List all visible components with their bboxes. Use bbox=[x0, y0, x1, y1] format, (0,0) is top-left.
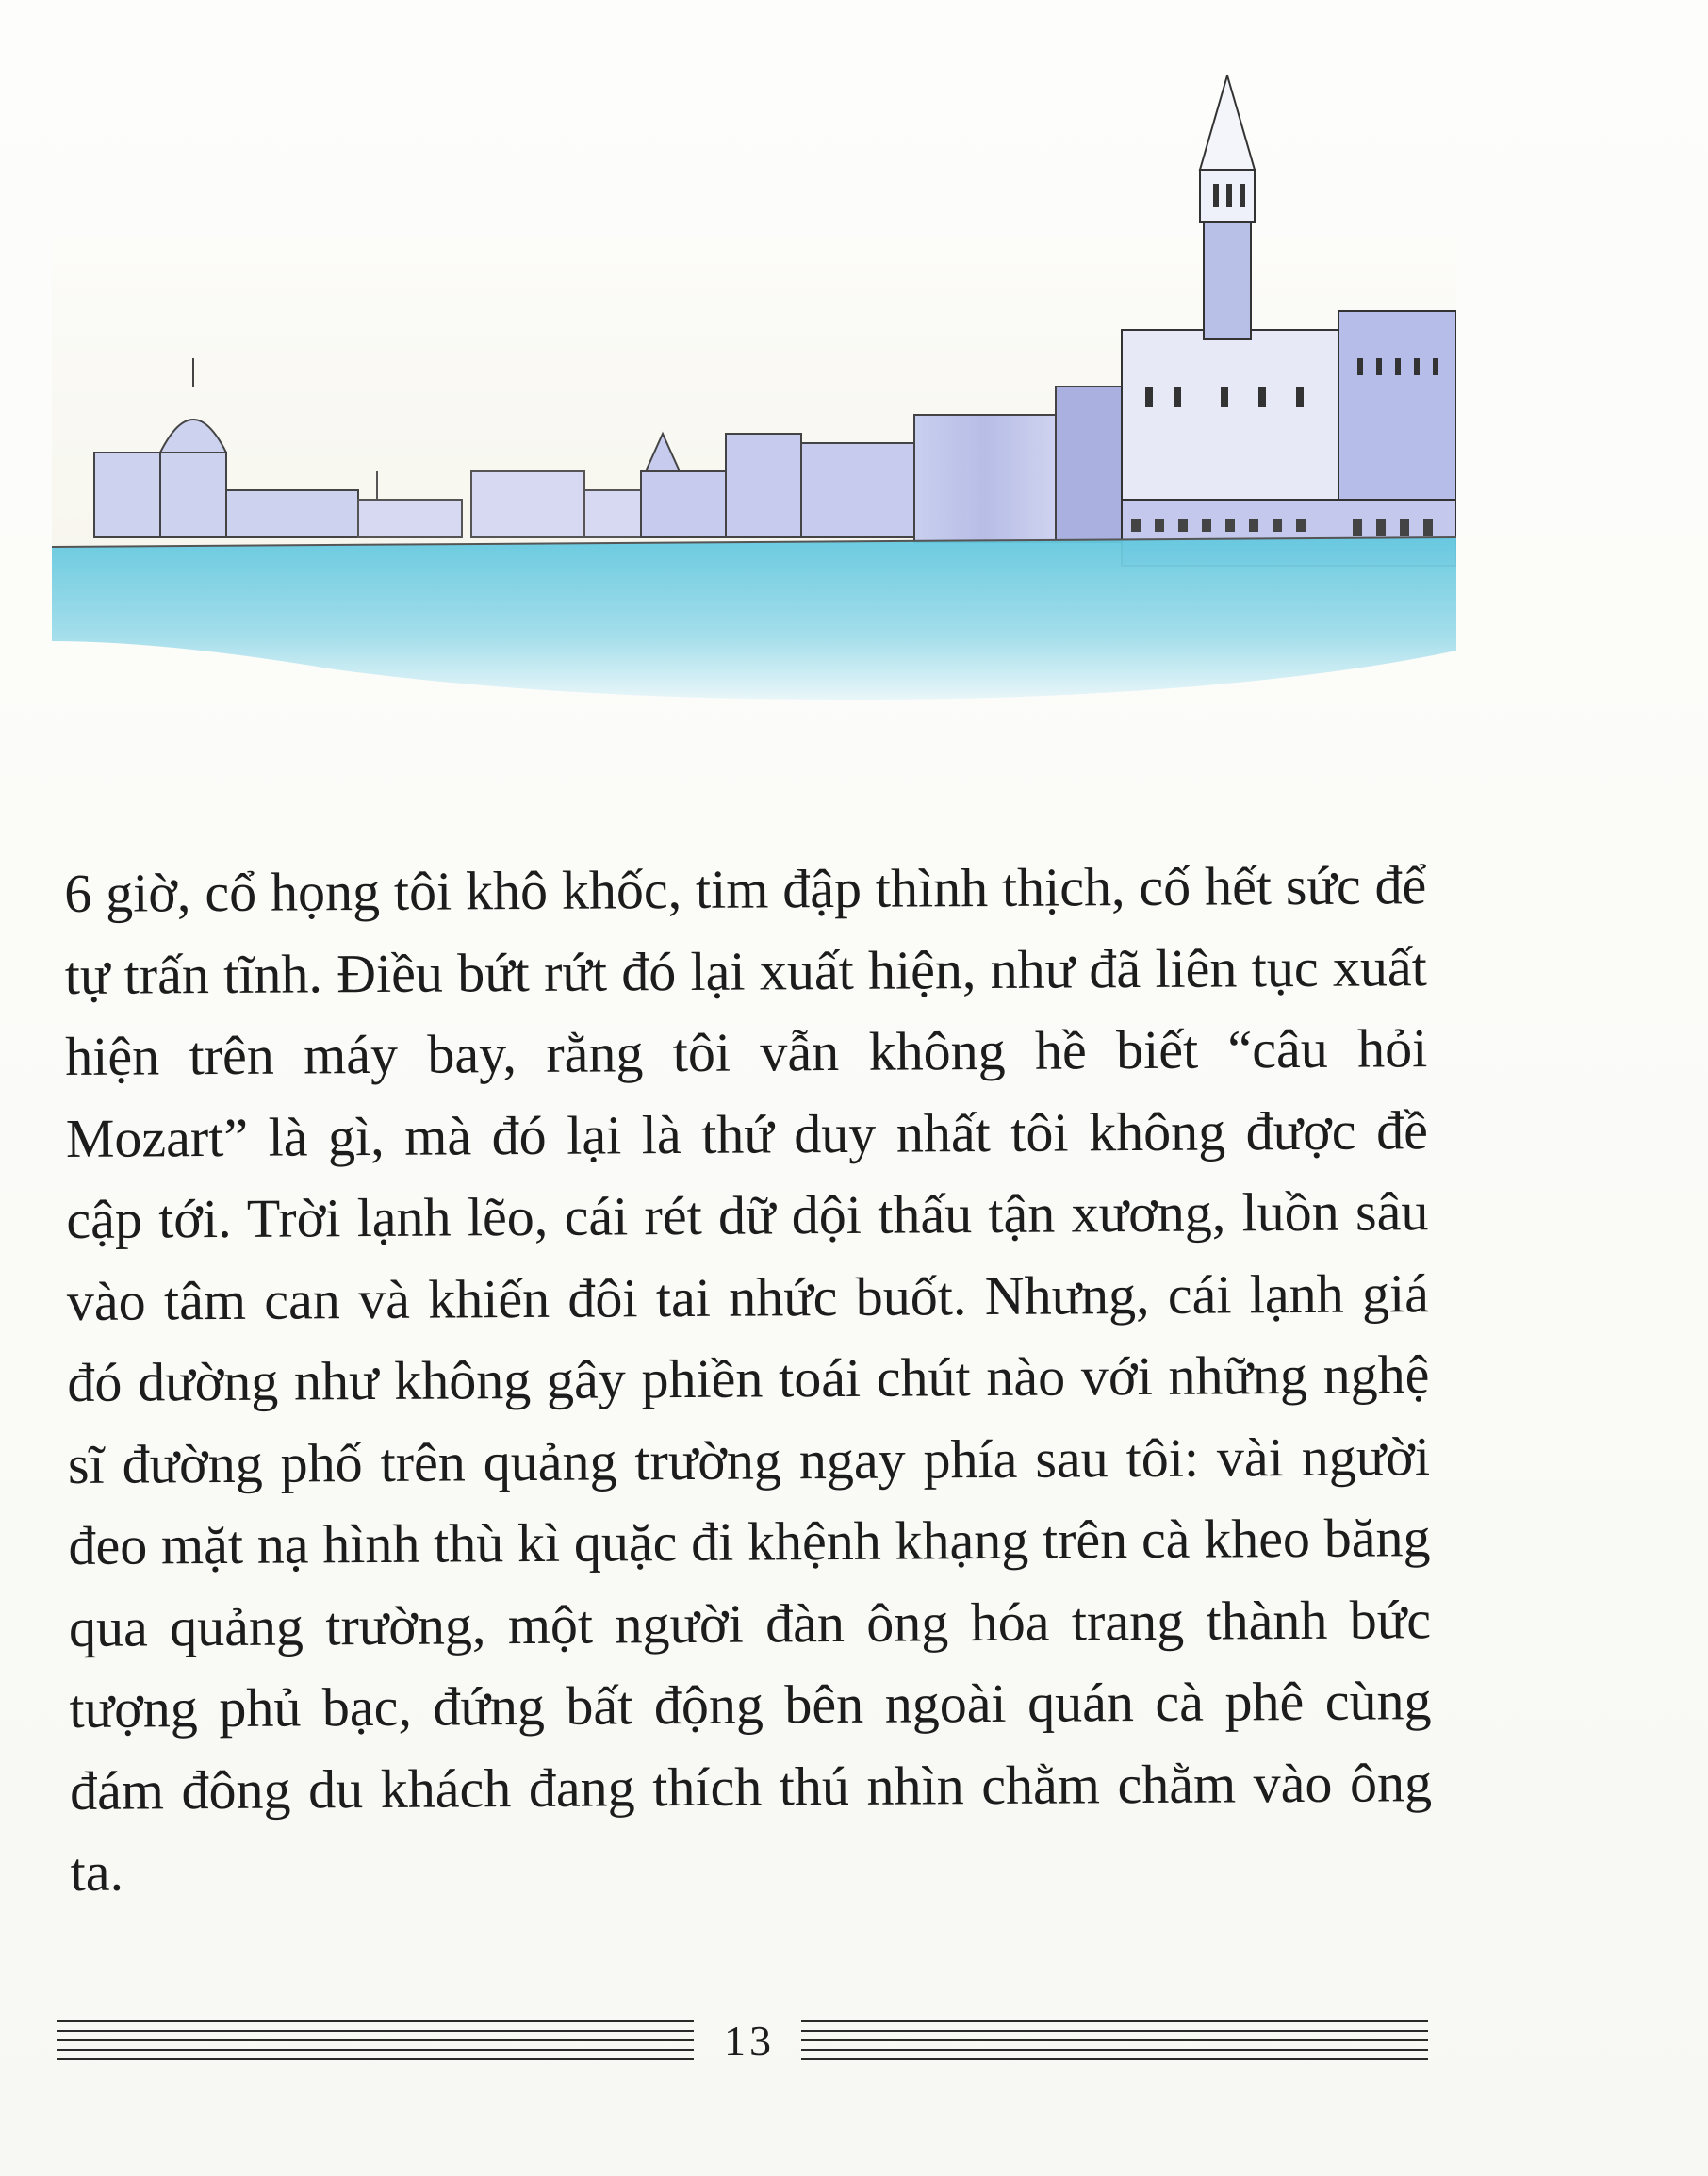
campanile-tower bbox=[1200, 75, 1255, 339]
lagoon-water bbox=[52, 537, 1456, 700]
body-paragraph: 6 giờ, cổ họng tôi khô khốc, tim đập thình thịch, cố hết sức để tự trấn tĩnh. Điều bứt rứt đó lại xuất hiện, như đã liên tục xuất hiện trên máy bay, rằng tôi vẫn không hề biết “câu hỏi Mozart” là gì, mà đó lại là thứ duy nhất tôi không được đề cập tới. Trời lạnh lẽo, cái rét dữ dội thấu tận xương, luồn sâu vào tâm can và khiến đôi tai nhức buốt. Nhưng, cái lạnh giá đó dường như không gây phiền toái chút nào với những nghệ sĩ đường phố trên quảng trường ngay phía sau tôi: vài người đeo mặt nạ hình thù kì quặc đi khệnh khạng trên cà kheo băng qua quảng trường, một người đàn ông hóa trang thành bức tượng phủ bạc, đứng bất động bên ngoài quán cà phê cùng đám đông du khách đang thích thú nhìn chằm chằm vào ông ta. bbox=[64, 854, 1433, 1903]
footer-rule-left bbox=[57, 2020, 694, 2069]
page-footer bbox=[57, 2013, 1428, 2069]
footer-rule-right bbox=[801, 2020, 1428, 2069]
venice-waterfront-illustration bbox=[52, 75, 1456, 735]
doges-palace bbox=[1122, 311, 1456, 566]
page-number: 13 bbox=[724, 2017, 775, 2065]
